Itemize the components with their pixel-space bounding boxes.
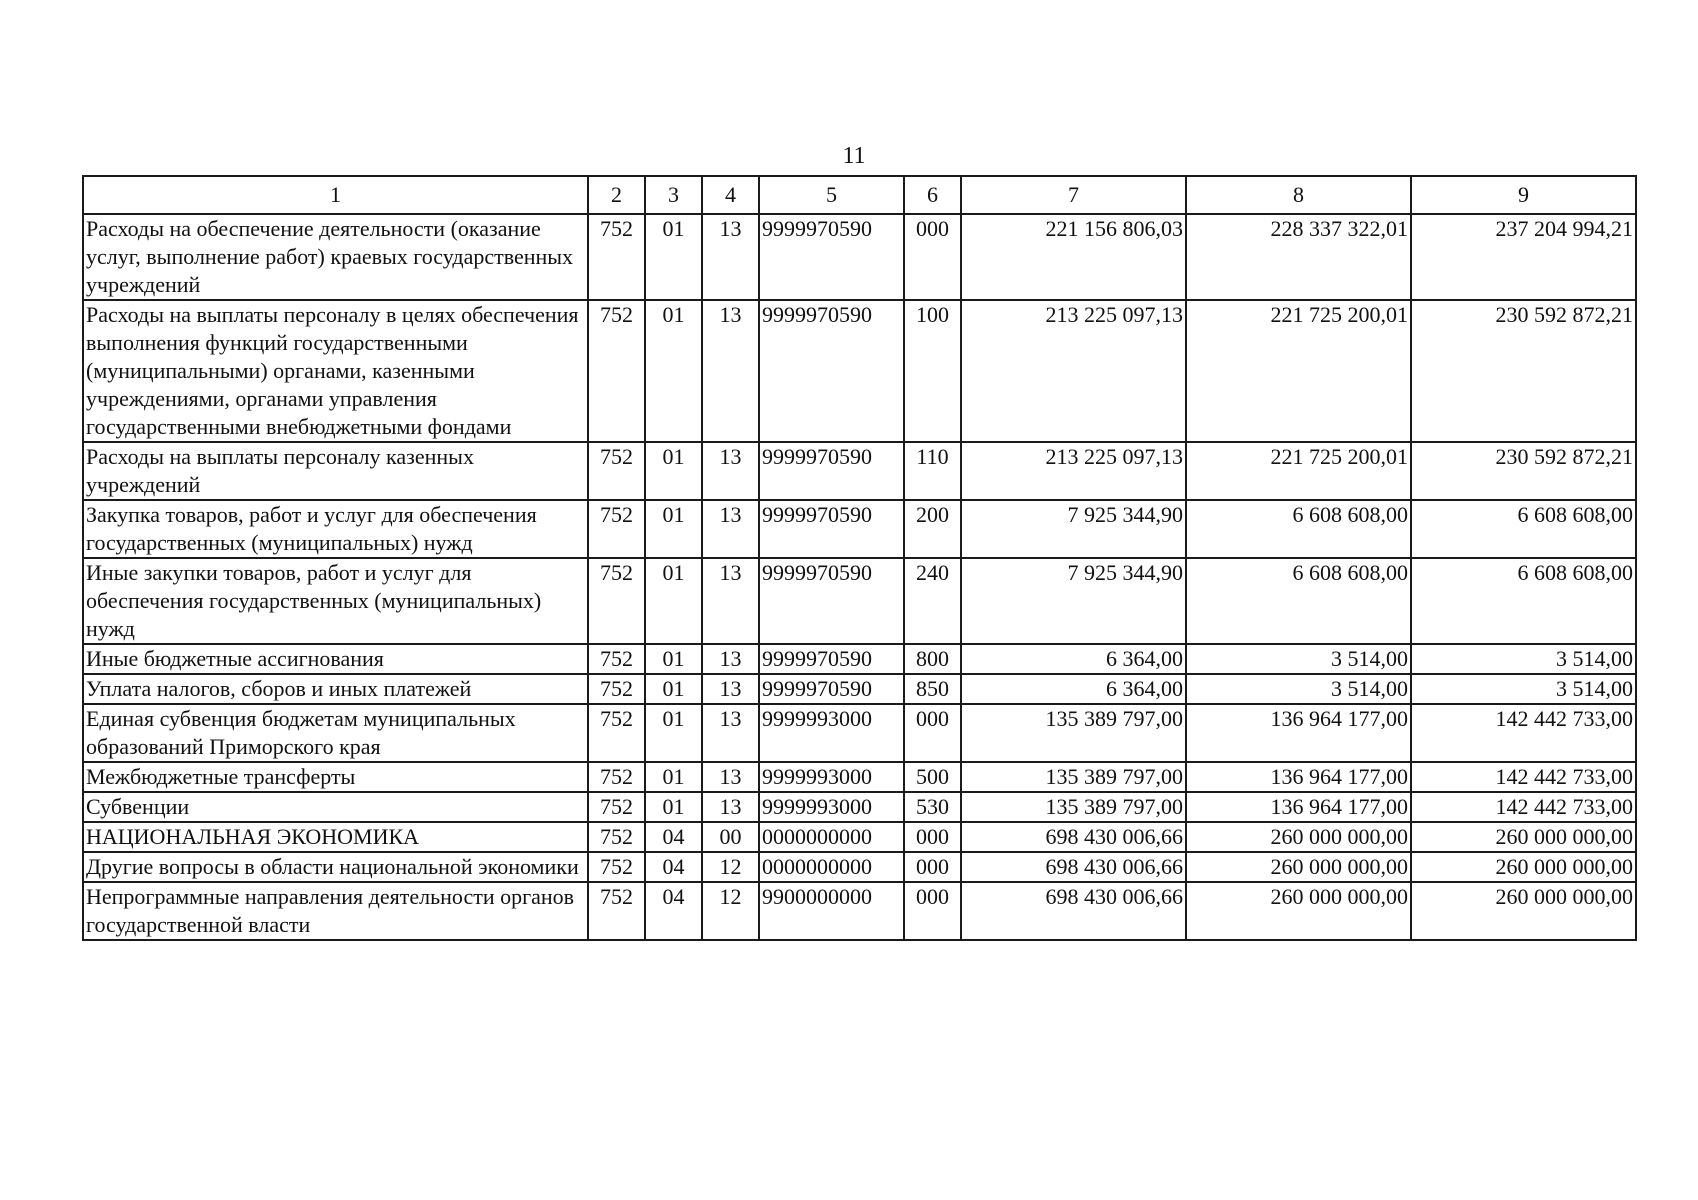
column-header: 9 — [1411, 176, 1636, 214]
cell-expense-type: 100 — [904, 300, 961, 442]
cell-expense-type: 800 — [904, 644, 961, 674]
cell-subsection: 13 — [702, 214, 759, 300]
cell-amount-col9: 260 000 000,00 — [1411, 822, 1636, 852]
cell-subsection: 12 — [702, 852, 759, 882]
cell-amount-col9: 260 000 000,00 — [1411, 852, 1636, 882]
column-header: 2 — [588, 176, 645, 214]
column-header: 5 — [759, 176, 904, 214]
cell-amount-col8: 260 000 000,00 — [1186, 822, 1411, 852]
cell-subsection: 13 — [702, 674, 759, 704]
cell-amount-col9: 6 608 608,00 — [1411, 500, 1636, 558]
cell-section: 01 — [645, 792, 702, 822]
cell-target-article: 0000000000 — [759, 852, 904, 882]
cell-amount-col9: 6 608 608,00 — [1411, 558, 1636, 644]
cell-amount-col7: 135 389 797,00 — [961, 792, 1186, 822]
cell-subsection: 13 — [702, 558, 759, 644]
cell-amount-col9: 230 592 872,21 — [1411, 300, 1636, 442]
cell-section: 01 — [645, 704, 702, 762]
cell-target-article: 9999970590 — [759, 644, 904, 674]
cell-amount-col7: 7 925 344,90 — [961, 500, 1186, 558]
cell-subsection: 13 — [702, 704, 759, 762]
cell-amount-col7: 6 364,00 — [961, 674, 1186, 704]
cell-amount-col9: 3 514,00 — [1411, 644, 1636, 674]
cell-amount-col9: 237 204 994,21 — [1411, 214, 1636, 300]
cell-amount-col8: 6 608 608,00 — [1186, 558, 1411, 644]
cell-target-article: 9999993000 — [759, 762, 904, 792]
cell-expense-type: 240 — [904, 558, 961, 644]
table-row — [83, 300, 1636, 442]
cell-amount-col9: 260 000 000,00 — [1411, 882, 1636, 940]
row-description: Иные бюджетные ассигнования — [83, 644, 588, 674]
cell-expense-type: 000 — [904, 214, 961, 300]
row-description: Уплата налогов, сборов и иных платежей — [83, 674, 588, 704]
cell-target-article: 9999970590 — [759, 442, 904, 500]
cell-admin-code: 752 — [588, 704, 645, 762]
cell-amount-col7: 698 430 006,66 — [961, 852, 1186, 882]
cell-amount-col8: 136 964 177,00 — [1186, 792, 1411, 822]
cell-amount-col8: 228 337 322,01 — [1186, 214, 1411, 300]
cell-subsection: 12 — [702, 882, 759, 940]
cell-expense-type: 850 — [904, 674, 961, 704]
column-header: 1 — [83, 176, 588, 214]
row-description: Единая субвенция бюджетам муниципальных образований Приморского края — [83, 704, 588, 762]
cell-expense-type: 000 — [904, 852, 961, 882]
cell-amount-col7: 213 225 097,13 — [961, 442, 1186, 500]
cell-amount-col9: 230 592 872,21 — [1411, 442, 1636, 500]
table-row — [83, 500, 1636, 558]
column-header: 4 — [702, 176, 759, 214]
cell-amount-col8: 3 514,00 — [1186, 674, 1411, 704]
cell-section: 01 — [645, 762, 702, 792]
cell-amount-col9: 142 442 733,00 — [1411, 762, 1636, 792]
cell-target-article: 9999970590 — [759, 214, 904, 300]
budget-table — [82, 175, 1637, 941]
cell-admin-code: 752 — [588, 822, 645, 852]
cell-target-article: 9999970590 — [759, 674, 904, 704]
cell-target-article: 9999970590 — [759, 300, 904, 442]
cell-section: 01 — [645, 500, 702, 558]
cell-expense-type: 000 — [904, 882, 961, 940]
cell-admin-code: 752 — [588, 644, 645, 674]
cell-amount-col8: 260 000 000,00 — [1186, 852, 1411, 882]
cell-amount-col7: 698 430 006,66 — [961, 822, 1186, 852]
table-row — [83, 762, 1636, 792]
cell-target-article: 9999993000 — [759, 704, 904, 762]
cell-section: 01 — [645, 214, 702, 300]
row-description: Непрограммные направления деятельности органов государственной власти — [83, 882, 588, 940]
column-header: 8 — [1186, 176, 1411, 214]
cell-expense-type: 200 — [904, 500, 961, 558]
row-description: Межбюджетные трансферты — [83, 762, 588, 792]
row-description: НАЦИОНАЛЬНАЯ ЭКОНОМИКА — [83, 822, 588, 852]
cell-section: 01 — [645, 558, 702, 644]
cell-subsection: 13 — [702, 442, 759, 500]
row-description: Закупка товаров, работ и услуг для обеспечения государственных (муниципальных) нужд — [83, 500, 588, 558]
cell-admin-code: 752 — [588, 558, 645, 644]
cell-target-article: 9999970590 — [759, 500, 904, 558]
row-description: Другие вопросы в области национальной экономики — [83, 852, 588, 882]
cell-amount-col8: 260 000 000,00 — [1186, 882, 1411, 940]
cell-subsection: 13 — [702, 762, 759, 792]
cell-amount-col8: 3 514,00 — [1186, 644, 1411, 674]
cell-amount-col9: 3 514,00 — [1411, 674, 1636, 704]
cell-section: 01 — [645, 644, 702, 674]
cell-expense-type: 110 — [904, 442, 961, 500]
cell-expense-type: 000 — [904, 822, 961, 852]
cell-amount-col7: 221 156 806,03 — [961, 214, 1186, 300]
cell-amount-col9: 142 442 733,00 — [1411, 704, 1636, 762]
column-header: 6 — [904, 176, 961, 214]
cell-section: 04 — [645, 852, 702, 882]
cell-amount-col8: 221 725 200,01 — [1186, 300, 1411, 442]
cell-subsection: 13 — [702, 644, 759, 674]
cell-amount-col7: 135 389 797,00 — [961, 762, 1186, 792]
cell-expense-type: 500 — [904, 762, 961, 792]
cell-admin-code: 752 — [588, 300, 645, 442]
cell-admin-code: 752 — [588, 442, 645, 500]
cell-expense-type: 530 — [904, 792, 961, 822]
cell-target-article: 9999993000 — [759, 792, 904, 822]
cell-admin-code: 752 — [588, 852, 645, 882]
table-row — [83, 852, 1636, 882]
row-description: Иные закупки товаров, работ и услуг для обеспечения государственных (муниципальных) нужд — [83, 558, 588, 644]
cell-amount-col7: 698 430 006,66 — [961, 882, 1186, 940]
table-row — [83, 704, 1636, 762]
table-row — [83, 792, 1636, 822]
cell-amount-col8: 136 964 177,00 — [1186, 704, 1411, 762]
cell-amount-col7: 7 925 344,90 — [961, 558, 1186, 644]
page-number: 11 — [842, 143, 866, 169]
cell-amount-col9: 142 442 733,00 — [1411, 792, 1636, 822]
table-row — [83, 214, 1636, 300]
cell-amount-col8: 221 725 200,01 — [1186, 442, 1411, 500]
cell-admin-code: 752 — [588, 882, 645, 940]
cell-admin-code: 752 — [588, 792, 645, 822]
table-row — [83, 558, 1636, 644]
cell-target-article: 9999970590 — [759, 558, 904, 644]
cell-section: 04 — [645, 882, 702, 940]
cell-target-article: 0000000000 — [759, 822, 904, 852]
cell-amount-col7: 135 389 797,00 — [961, 704, 1186, 762]
cell-subsection: 00 — [702, 822, 759, 852]
row-description: Субвенции — [83, 792, 588, 822]
cell-subsection: 13 — [702, 500, 759, 558]
cell-amount-col8: 136 964 177,00 — [1186, 762, 1411, 792]
cell-section: 04 — [645, 822, 702, 852]
table-row — [83, 882, 1636, 940]
cell-amount-col7: 213 225 097,13 — [961, 300, 1186, 442]
column-header: 3 — [645, 176, 702, 214]
cell-subsection: 13 — [702, 792, 759, 822]
cell-amount-col7: 6 364,00 — [961, 644, 1186, 674]
cell-subsection: 13 — [702, 300, 759, 442]
cell-amount-col8: 6 608 608,00 — [1186, 500, 1411, 558]
cell-target-article: 9900000000 — [759, 882, 904, 940]
table-header-row — [83, 176, 1636, 214]
column-header: 7 — [961, 176, 1186, 214]
table-row — [83, 644, 1636, 674]
cell-admin-code: 752 — [588, 500, 645, 558]
cell-section: 01 — [645, 442, 702, 500]
table-row — [83, 442, 1636, 500]
table-row — [83, 674, 1636, 704]
table-row — [83, 822, 1636, 852]
cell-section: 01 — [645, 300, 702, 442]
row-description: Расходы на выплаты персоналу в целях обеспечения выполнения функций государственными (муниципальными) органами, казенными учреждениями, органами управления государственными внебюджетными фондами — [83, 300, 588, 442]
row-description: Расходы на обеспечение деятельности (оказание услуг, выполнение работ) краевых государственных учреждений — [83, 214, 588, 300]
row-description: Расходы на выплаты персоналу казенных учреждений — [83, 442, 588, 500]
cell-section: 01 — [645, 674, 702, 704]
cell-admin-code: 752 — [588, 762, 645, 792]
cell-admin-code: 752 — [588, 214, 645, 300]
cell-admin-code: 752 — [588, 674, 645, 704]
cell-expense-type: 000 — [904, 704, 961, 762]
